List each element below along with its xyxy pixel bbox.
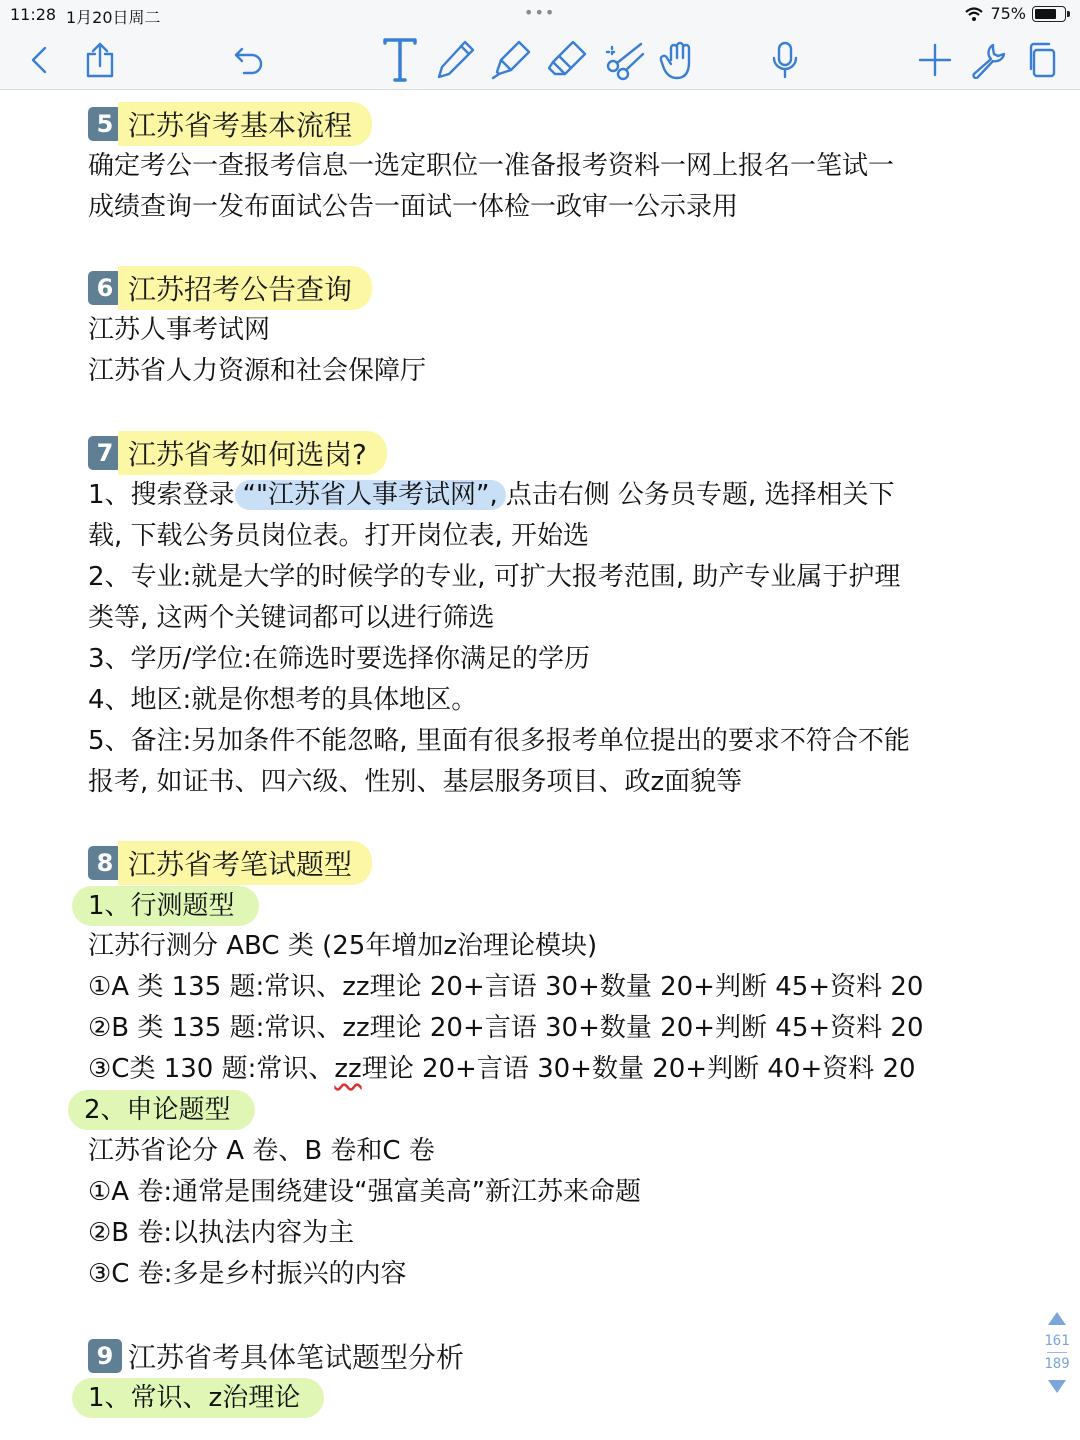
section-6-heading [88, 268, 372, 308]
subheading-shenlun: 2、申论题型 [68, 1090, 255, 1130]
body-line: 江苏人事考试网 [88, 315, 271, 345]
section-title: 江苏省考笔试题型 [118, 841, 372, 885]
body-line: 江苏行测分 ABC 类 (25年增加z治理论模块) [88, 931, 598, 961]
number-badge: 5 [88, 107, 122, 141]
highlighter-icon[interactable] [488, 36, 534, 84]
pen-icon[interactable] [432, 36, 478, 84]
undo-icon[interactable] [230, 36, 268, 84]
body-line: 3、学历/学位:在筛选时要选择你满足的学历 [88, 644, 591, 674]
subheading-changshi: 1、常识、z治理论 [72, 1378, 324, 1418]
text-run: 点击右侧 公务员专题, 选择相关下 [505, 480, 895, 510]
page-up-icon[interactable] [1048, 1312, 1066, 1325]
number-badge: 9 [88, 1339, 122, 1373]
section-8-heading [88, 843, 372, 883]
wifi-icon [964, 6, 984, 22]
wrench-icon[interactable] [968, 36, 1008, 84]
note-page[interactable] [0, 91, 1080, 1440]
eraser-icon[interactable] [544, 36, 590, 84]
page-divider [1047, 1352, 1067, 1353]
page-scroller[interactable] [1042, 1312, 1072, 1393]
body-line [88, 1049, 916, 1090]
status-date: 1月20日周二 [66, 8, 161, 27]
battery-icon [1032, 6, 1066, 22]
page-down-icon[interactable] [1048, 1380, 1066, 1393]
body-line: 类等, 这两个关键词都可以进行筛选 [88, 603, 495, 633]
current-page: 161 [1044, 1333, 1070, 1349]
section-title: 江苏省考具体笔试题型分析 [128, 1341, 465, 1374]
number-badge: 8 [88, 846, 122, 880]
hand-icon[interactable] [656, 36, 702, 84]
section-title: 江苏省考基本流程 [118, 102, 372, 146]
body-line: 2、专业:就是大学的时候学的专业, 可扩大报考范围, 助产专业属于护理 [88, 562, 901, 592]
blue-highlight: “"江苏省人事考试网”, [235, 480, 506, 510]
subheading-xingce: 1、行测题型 [72, 886, 259, 926]
number-badge: 6 [88, 271, 122, 305]
text-tool-icon[interactable] [380, 36, 420, 84]
body-line: 载, 下载公务员岗位表。打开岗位表, 开始选 [88, 521, 590, 551]
status-time: 11:28 [10, 5, 57, 24]
spellcheck-flag[interactable]: zz [334, 1054, 362, 1084]
body-line: 4、地区:就是你想考的具体地区。 [88, 685, 478, 715]
multitasking-dots[interactable]: ••• [524, 3, 556, 22]
total-pages: 189 [1044, 1356, 1070, 1372]
text-run: 理论 20+言语 30+数量 20+判断 40+资料 20 [361, 1054, 916, 1084]
body-line: ①A 卷:通常是围绕建设“强富美高”新江苏来命题 [88, 1177, 642, 1207]
number-badge: 7 [88, 436, 122, 470]
body-line: 成绩查询一发布面试公告一面试一体检一政审一公示录用 [88, 192, 739, 222]
body-line: ②B 类 135 题:常识、zz理论 20+言语 30+数量 20+判断 45+资料 20 [88, 1013, 924, 1043]
battery-percent: 75% [990, 4, 1026, 23]
body-line: ①A 类 135 题:常识、zz理论 20+言语 30+数量 20+判断 45+资料 20 [88, 972, 924, 1002]
scissors-icon[interactable] [602, 36, 648, 84]
body-line: 江苏省论分 A 卷、B 卷和C 卷 [88, 1136, 435, 1166]
section-title: 江苏省考如何选岗? [118, 431, 387, 475]
back-chevron-icon[interactable] [22, 36, 56, 84]
text-run: ③C类 130 题:常识、 [88, 1054, 335, 1084]
share-icon[interactable] [82, 36, 118, 84]
body-line: 江苏省人力资源和社会保障厅 [88, 356, 427, 386]
status-right [964, 4, 1066, 23]
section-7-heading [88, 433, 387, 473]
body-line: 报考, 如证书、四六级、性别、基层服务项目、政z面貌等 [88, 767, 743, 797]
body-line: 5、备注:另加条件不能忽略, 里面有很多报考单位提出的要求不符合不能 [88, 726, 910, 756]
microphone-icon[interactable] [770, 36, 800, 84]
body-line: ②B 卷:以执法内容为主 [88, 1218, 355, 1248]
text-run: 1、搜索登录 [88, 480, 235, 510]
section-9-heading [88, 1336, 484, 1376]
body-line: 确定考公一查报考信息一选定职位一准备报考资料一网上报名一笔试一 [88, 151, 895, 181]
body-line [88, 475, 895, 516]
section-title: 江苏招考公告查询 [118, 266, 372, 310]
status-bar [0, 0, 1080, 30]
add-icon[interactable] [916, 36, 954, 84]
body-line: ③C 卷:多是乡村振兴的内容 [88, 1259, 407, 1289]
toolbar [0, 30, 1080, 90]
section-5-heading [88, 104, 372, 144]
pages-icon[interactable] [1026, 36, 1060, 84]
